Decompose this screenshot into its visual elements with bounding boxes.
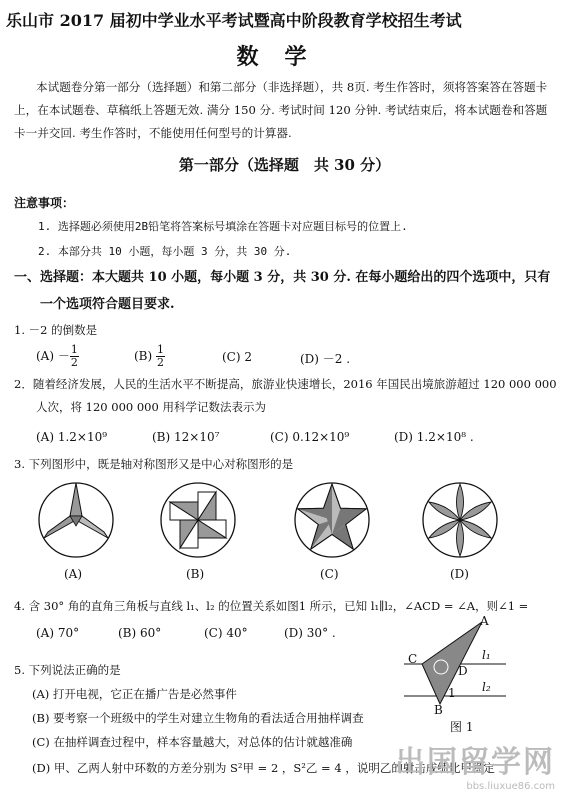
q4-option-c: (C) 40° [204,626,248,640]
q5-option-b: (B) 要考察一个班级中的学生对建立生物角的看法适合用抽样调查 [32,711,364,725]
q3-stem: 3. 下列图形中，既是轴对称图形又是中心对称图形的是 [14,457,294,471]
q1-option-d: (D) －2 . [300,352,351,366]
q3-figure-b [158,480,238,560]
subject-title: 数学 [236,44,333,70]
figure-1-angle-1: 1 [448,686,456,700]
q1-option-b-label: (B) [134,349,156,363]
section-heading-line1: 一、选择题：本大题共 10 小题，每小题 3 分，共 30 分. 在每小题给出的四个选项中，只有 [14,270,551,285]
q2-line1: 2．随着经济发展，人民的生活水平不断提高，旅游业快速增长，2016 年国民出境旅游超过 120 000 000 [14,377,557,391]
q1-option-a [36,344,79,369]
q1-a-denominator: 2 [70,356,78,369]
q4-option-a: (A) 70° [36,626,80,640]
q1-option-b [134,344,165,369]
exam-title: 乐山市 2017 届初中学业水平考试暨高中阶段教育学校招生考试 [6,11,462,30]
q5-option-c: (C) 在抽样调查过程中，样本容量越大，对总体的估计就越准确 [32,735,353,749]
q1-option-a-label: (A) － [36,349,70,363]
q2-option-c: (C) 0.12×10⁹ [270,430,350,444]
q3-figure-a [36,480,116,560]
q3-label-a: (A) [64,567,83,581]
watermark-text: 出国留学网 [395,745,555,780]
figure-1-diagram [398,612,516,722]
q3-figure-d [420,480,500,560]
q1-b-numerator: 1 [157,343,164,356]
q1-option-b-fraction [156,344,165,369]
watermark [395,737,555,792]
notice-item-2: 2. 本部分共 10 小题，每小题 3 分，共 30 分. [38,245,292,258]
q1-option-a-fraction [70,344,79,369]
q1-option-c: (C) 2 [222,350,252,364]
notice-item-1: 1. 选择题必须使用2B铅笔将答案标号填涂在答题卡对应题目标号的位置上. [38,220,408,233]
notice-heading: 注意事项： [14,196,75,210]
q4-option-d: (D) 30° . [284,626,336,640]
q1-stem: 1. －2 的倒数是 [14,323,98,337]
q5-stem: 5. 下列说法正确的是 [14,663,121,677]
intro-paragraph: 本试题卷分第一部分（选择题）和第二部分（非选择题），共 8页. 考生作答时，须将答案答在答题卡上，在本试题卷、草稿纸上答题无效. 满分 150 分. 考试时间 120 分钟. 考试结束后，将本试题卷和答题卡一并交回. 考生作答时，不能使用任何型号的计算器. [14,80,548,140]
figure-1-line-l1: l₁ [482,648,491,662]
q3-figure-c [292,480,372,560]
q1-a-numerator: 1 [70,343,78,356]
q2-line2: 人次，将 120 000 000 用科学记数法表示为 [36,400,266,414]
q1-b-denominator: 2 [157,356,164,369]
q2-option-a: (A) 1.2×10⁹ [36,430,108,444]
figure-1-point-a: A [480,614,489,628]
figure-1-line-l2: l₂ [482,680,491,694]
figure-1-caption: 图 1 [450,720,474,734]
part1-title: 第一部分（选择题 共 30 分） [178,156,391,174]
q5-option-d: (D) 甲、乙两人射中环数的方差分别为 S²甲 = 2 ，S²乙 = 4 ，说明乙的射击成绩比甲稳定 [32,761,495,775]
q5-option-a: (A) 打开电视，它正在播广告是必然事件 [32,687,237,701]
q2-option-b: (B) 12×10⁷ [152,430,220,444]
figure-1-point-b: B [434,703,443,717]
figure-1-point-c: C [408,652,418,666]
section-heading-line2: 一个选项符合题目要求. [40,297,175,312]
figure-1-point-d: D [458,664,468,678]
q3-label-b: (B) [186,567,205,581]
q4-stem: 4. 含 30° 角的直角三角板与直线 l₁、l₂ 的位置关系如图1 所示，已知 l₁∥l₂，∠ACD = ∠A，则∠1 = [14,599,529,613]
q3-label-d: (D) [450,567,469,581]
watermark-url: bbs.liuxue86.com [466,781,555,792]
q3-label-c: (C) [320,567,339,581]
q2-option-d: (D) 1.2×10⁸ . [394,430,474,444]
q4-option-b: (B) 60° [118,626,162,640]
